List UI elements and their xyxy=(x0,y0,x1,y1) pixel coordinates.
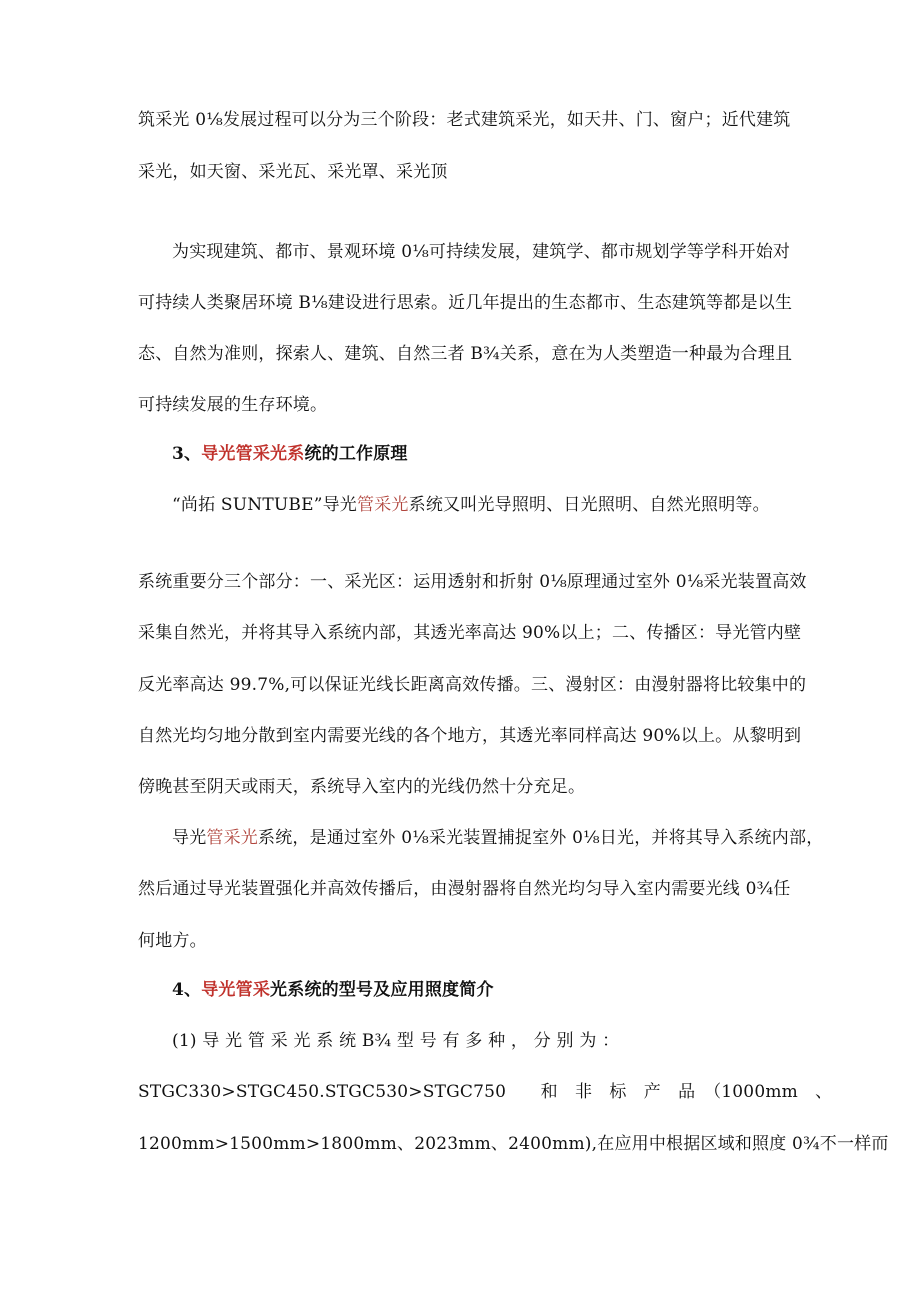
paragraph-intro-line-2: 采光，如天窗、采光瓦、采光罩、采光顶 xyxy=(138,162,448,182)
paragraph-sustainable-line-2: 可持续人类聚居环境 B⅛建设进行思索。近几年提出的生态都市、生态建筑等都是以生 xyxy=(138,293,793,313)
paragraph-principle-line-3: 采集自然光，并将其导入系统内部，其透光率高达 90%以上；二、传播区：导光管内壁 xyxy=(138,623,802,643)
principle-line-1-a: “尚拓 SUNTUBE”导光 xyxy=(172,495,358,515)
heading-3-prefix: 3、 xyxy=(172,444,202,464)
principle-line-1-b: 系统又叫光导照明、日光照明、自然光照明等。 xyxy=(408,495,770,515)
paragraph-sustainable-line-3: 态、自然为准则，探索人、建筑、自然三者 B¾关系，意在为人类塑造一种最为合理且 xyxy=(138,344,793,364)
paragraph-principle-line-2: 系统重要分三个部分：一、采光区：运用透射和折射 0⅛原理通过室外 0⅛采光装置高效 xyxy=(138,572,807,592)
paragraph-summary-line-3: 何地方。 xyxy=(138,931,207,951)
summary-line-1-b: 系统，是通过室外 0⅛采光装置捕捉室外 0⅛日光，并将其导入系统内部， xyxy=(258,828,824,848)
summary-line-1-a: 导光 xyxy=(172,828,207,848)
paragraph-models-line-1: (1) 导 光 管 采 光 系 统 B¾ 型 号 有 多 种 ， 分 别 为 ： xyxy=(172,1031,620,1051)
paragraph-models-line-3: 1200mm>1500mm>1800mm、2023mm、2400mm),在应用中根据区域和照度 0¾不一样而 xyxy=(138,1134,889,1154)
paragraph-models-line-2: STGC330>STGC450.STGC530>STGC750 和 非 标 产 品 （1000mm 、 xyxy=(138,1082,833,1102)
section-heading-3 xyxy=(172,443,822,465)
paragraph-principle-line-6: 傍晚甚至阴天或雨天，系统导入室内的光线仍然十分充足。 xyxy=(138,777,586,797)
paragraph-principle-line-5: 自然光均匀地分散到室内需要光线的各个地方，其透光率同样高达 90%以上。从黎明到 xyxy=(138,726,802,746)
section-heading-4 xyxy=(172,979,822,1001)
paragraph-sustainable-line-4: 可持续发展的生存环境。 xyxy=(138,395,328,415)
paragraph-sustainable-line-1: 为实现建筑、都市、景观环境 0⅛可持续发展，建筑学、都市规划学等学科开始对 xyxy=(172,242,791,262)
heading-4-prefix: 4、 xyxy=(172,980,202,1000)
principle-line-1-highlight: 管采光 xyxy=(357,495,409,515)
heading-3-suffix: 统的工作原理 xyxy=(304,444,408,464)
heading-4-highlight: 导光管采 xyxy=(201,980,271,1000)
heading-3-highlight: 导光管采光系 xyxy=(201,444,305,464)
paragraph-principle-line-4: 反光率高达 99.7%,可以保证光线长距离高效传播。三、漫射区：由漫射器将比较集中的 xyxy=(138,675,807,695)
paragraph-intro-line-1: 筑采光 0⅛发展过程可以分为三个阶段：老式建筑采光，如天井、门、窗户；近代建筑 xyxy=(138,110,791,130)
summary-line-1-highlight: 管采光 xyxy=(206,828,259,848)
paragraph-principle-line-1 xyxy=(172,494,788,516)
paragraph-summary-line-2: 然后通过导光装置强化并高效传播后，由漫射器将自然光均匀导入室内需要光线 0¾任 xyxy=(138,879,791,899)
heading-4-suffix: 光系统的型号及应用照度简介 xyxy=(270,980,494,1000)
paragraph-summary-line-1 xyxy=(172,827,824,849)
